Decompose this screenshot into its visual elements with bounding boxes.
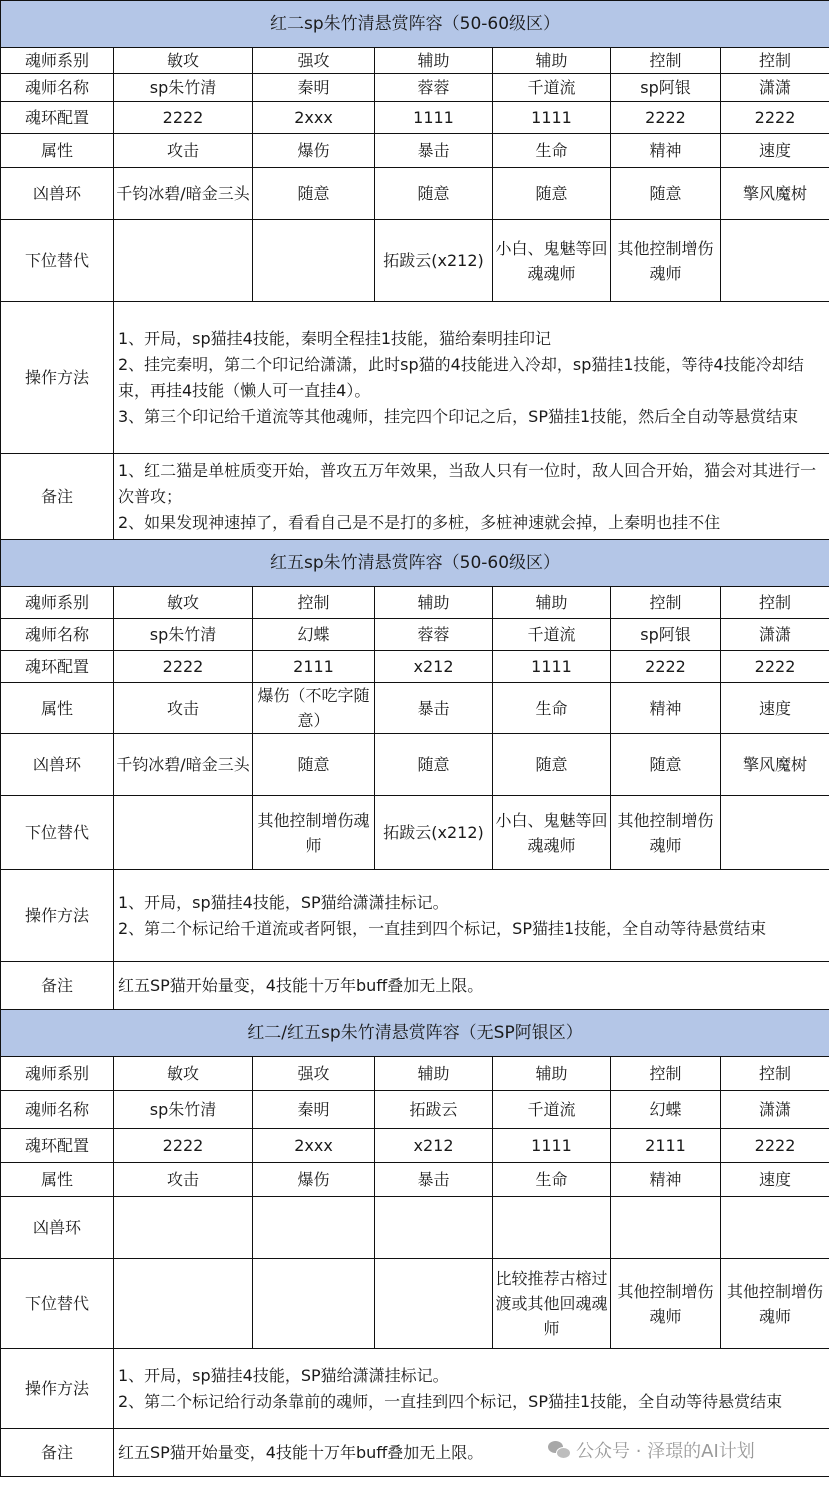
table-cell: 秦明 bbox=[253, 1091, 375, 1129]
table-cell: 千道流 bbox=[493, 1091, 611, 1129]
table-cell: 控制 bbox=[721, 48, 829, 74]
table-cell: 生命 bbox=[493, 683, 611, 734]
text-line: 2、如果发现神速掉了，看看自己是不是打的多桩，多桩神速就会掉，上秦明也挂不住 bbox=[118, 512, 721, 532]
table-cell: 2222 bbox=[611, 102, 721, 134]
row-label: 属性 bbox=[1, 1163, 114, 1197]
table-row bbox=[1, 1163, 829, 1197]
table-cell: 2222 bbox=[114, 651, 253, 683]
table-cell: 辅助 bbox=[375, 1057, 493, 1091]
table-cell: 潇潇 bbox=[721, 74, 829, 102]
table-cell bbox=[611, 1197, 721, 1259]
table-cell: 2222 bbox=[721, 651, 829, 683]
row-label: 凶兽环 bbox=[1, 734, 114, 796]
operation-row bbox=[1, 1349, 829, 1429]
table-cell: 其他控制增伤魂师 bbox=[253, 796, 375, 870]
operation-row bbox=[1, 302, 829, 454]
table-cell: 强攻 bbox=[253, 48, 375, 74]
table-cell: 其他控制增伤魂师 bbox=[611, 796, 721, 870]
table-row bbox=[1, 1129, 829, 1163]
table-cell: 千道流 bbox=[493, 619, 611, 651]
table-cell: 蓉蓉 bbox=[375, 619, 493, 651]
table-cell: 随意 bbox=[611, 168, 721, 220]
table-row bbox=[1, 1057, 829, 1091]
table-cell: 拓跋云 bbox=[375, 1091, 493, 1129]
section-title: 红二sp朱竹清悬赏阵容（50-60级区） bbox=[1, 1, 829, 48]
table-cell: 1111 bbox=[493, 651, 611, 683]
table-cell: 生命 bbox=[493, 1163, 611, 1197]
table-cell: 敏攻 bbox=[114, 587, 253, 619]
row-label: 下位替代 bbox=[1, 220, 114, 302]
table-cell: 攻击 bbox=[114, 134, 253, 168]
table-cell: 潇潇 bbox=[721, 619, 829, 651]
section-header-row bbox=[1, 540, 829, 587]
table-cell: 1111 bbox=[375, 102, 493, 134]
row-label: 魂师名称 bbox=[1, 1091, 114, 1129]
table-cell: 小白、鬼魅等回魂魂师 bbox=[493, 796, 611, 870]
table-row bbox=[1, 134, 829, 168]
wechat-icon bbox=[548, 1441, 570, 1459]
table-cell: 2222 bbox=[721, 102, 829, 134]
table-cell: 擎风魔树 bbox=[721, 168, 829, 220]
table-row bbox=[1, 683, 829, 734]
table-cell bbox=[375, 1197, 493, 1259]
notes-label: 备注 bbox=[1, 454, 114, 540]
table-cell: 敏攻 bbox=[114, 1057, 253, 1091]
table-cell: sp朱竹清 bbox=[114, 74, 253, 102]
table-cell: 辅助 bbox=[375, 48, 493, 74]
row-label: 下位替代 bbox=[1, 1259, 114, 1349]
table-cell: sp朱竹清 bbox=[114, 1091, 253, 1129]
table-cell: 潇潇 bbox=[721, 1091, 829, 1129]
operation-label: 操作方法 bbox=[1, 870, 114, 962]
table-cell: 生命 bbox=[493, 134, 611, 168]
table-cell bbox=[375, 1259, 493, 1349]
row-label: 属性 bbox=[1, 683, 114, 734]
table-row bbox=[1, 1091, 829, 1129]
table-cell: 攻击 bbox=[114, 683, 253, 734]
table-cell bbox=[721, 1197, 829, 1259]
table-cell: 控制 bbox=[611, 48, 721, 74]
table-cell: 2222 bbox=[114, 1129, 253, 1163]
table-cell: 速度 bbox=[721, 683, 829, 734]
table-cell bbox=[721, 220, 829, 302]
table-cell bbox=[114, 1197, 253, 1259]
table-cell: 随意 bbox=[611, 734, 721, 796]
table-cell: 随意 bbox=[493, 168, 611, 220]
table-cell: 其他控制增伤魂师 bbox=[611, 220, 721, 302]
table-row bbox=[1, 220, 829, 302]
table-cell: 2xxx bbox=[253, 102, 375, 134]
table-cell: 速度 bbox=[721, 134, 829, 168]
table-cell: 随意 bbox=[375, 734, 493, 796]
notes-label: 备注 bbox=[1, 1429, 114, 1477]
table-row bbox=[1, 796, 829, 870]
table-cell: 1111 bbox=[493, 1129, 611, 1163]
table-cell: 随意 bbox=[253, 734, 375, 796]
table-cell: 拓跋云(x212) bbox=[375, 220, 493, 302]
table-cell: 精神 bbox=[611, 134, 721, 168]
table-row bbox=[1, 1197, 829, 1259]
text-line: 1、开局，sp猫挂4技能，SP猫给潇潇挂标记。 bbox=[118, 1365, 449, 1385]
table-cell: 强攻 bbox=[253, 1057, 375, 1091]
table-cell: 爆伤 bbox=[253, 1163, 375, 1197]
row-label: 魂环配置 bbox=[1, 1129, 114, 1163]
table-cell: 比较推荐古榕过渡或其他回魂魂师 bbox=[493, 1259, 611, 1349]
table-cell: 2222 bbox=[721, 1129, 829, 1163]
text-line: 红五SP猫开始量变，4技能十万年buff叠加无上限。 bbox=[118, 1442, 484, 1462]
text-line: 1、开局，sp猫挂4技能，SP猫给潇潇挂标记。 bbox=[118, 892, 449, 912]
row-label: 魂环配置 bbox=[1, 651, 114, 683]
notes-row bbox=[1, 454, 829, 540]
operation-text bbox=[114, 870, 829, 962]
row-label: 凶兽环 bbox=[1, 168, 114, 220]
row-label: 属性 bbox=[1, 134, 114, 168]
table-cell: 控制 bbox=[611, 1057, 721, 1091]
table-row bbox=[1, 74, 829, 102]
watermark bbox=[548, 1437, 755, 1463]
table-cell: 速度 bbox=[721, 1163, 829, 1197]
table-row bbox=[1, 734, 829, 796]
table-cell bbox=[721, 796, 829, 870]
table-cell: 秦明 bbox=[253, 74, 375, 102]
row-label: 魂师系别 bbox=[1, 48, 114, 74]
table-cell: 辅助 bbox=[375, 587, 493, 619]
table-cell: 幻蝶 bbox=[611, 1091, 721, 1129]
text-line: 2、挂完秦明，第二个印记给潇潇，此时sp猫的4技能进入冷却，sp猫挂1技能，等待4技能冷却结束，再挂4技能（懒人可一直挂4）。 bbox=[118, 354, 804, 400]
table-cell: 千道流 bbox=[493, 74, 611, 102]
table-cell: 蓉蓉 bbox=[375, 74, 493, 102]
table-cell: 其他控制增伤魂师 bbox=[611, 1259, 721, 1349]
table-cell: 2xxx bbox=[253, 1129, 375, 1163]
operation-text bbox=[114, 1349, 829, 1429]
table-cell: 拓跋云(x212) bbox=[375, 796, 493, 870]
table-cell: 攻击 bbox=[114, 1163, 253, 1197]
table-cell: 暴击 bbox=[375, 1163, 493, 1197]
table-row bbox=[1, 619, 829, 651]
row-label: 魂师系别 bbox=[1, 1057, 114, 1091]
row-label: 凶兽环 bbox=[1, 1197, 114, 1259]
table-cell bbox=[493, 1197, 611, 1259]
table-row bbox=[1, 587, 829, 619]
table-cell: 辅助 bbox=[493, 587, 611, 619]
table-cell bbox=[253, 1259, 375, 1349]
section-title: 红五sp朱竹清悬赏阵容（50-60级区） bbox=[1, 540, 829, 587]
row-label: 下位替代 bbox=[1, 796, 114, 870]
table-cell: 小白、鬼魅等回魂魂师 bbox=[493, 220, 611, 302]
table-cell: 精神 bbox=[611, 1163, 721, 1197]
table-cell bbox=[114, 1259, 253, 1349]
table-row bbox=[1, 48, 829, 74]
row-label: 魂环配置 bbox=[1, 102, 114, 134]
text-line: 3、第三个印记给千道流等其他魂师，挂完四个印记之后，SP猫挂1技能，然后全自动等悬赏结束 bbox=[118, 406, 799, 426]
table-cell: 辅助 bbox=[493, 1057, 611, 1091]
table-row bbox=[1, 102, 829, 134]
table-cell: 控制 bbox=[721, 1057, 829, 1091]
operation-text bbox=[114, 302, 829, 454]
operation-row bbox=[1, 870, 829, 962]
table-cell: 爆伤 bbox=[253, 134, 375, 168]
table-cell: 幻蝶 bbox=[253, 619, 375, 651]
text-line: 红五SP猫开始量变，4技能十万年buff叠加无上限。 bbox=[118, 975, 484, 995]
watermark-text: 公众号 · 泽璟的AI计划 bbox=[576, 1441, 755, 1462]
table-cell: 千钧冰碧/暗金三头 bbox=[114, 168, 253, 220]
table-cell: 1111 bbox=[493, 102, 611, 134]
row-label: 魂师名称 bbox=[1, 74, 114, 102]
table-cell bbox=[114, 796, 253, 870]
operation-label: 操作方法 bbox=[1, 1349, 114, 1429]
table-cell: 精神 bbox=[611, 683, 721, 734]
text-line: 1、开局，sp猫挂4技能，秦明全程挂1技能，猫给秦明挂印记 bbox=[118, 328, 552, 348]
row-label: 魂师名称 bbox=[1, 619, 114, 651]
table-cell: 2111 bbox=[253, 651, 375, 683]
table-cell bbox=[114, 220, 253, 302]
table-cell bbox=[253, 1197, 375, 1259]
table-cell: 随意 bbox=[375, 168, 493, 220]
table-cell: x212 bbox=[375, 1129, 493, 1163]
section-title: 红二/红五sp朱竹清悬赏阵容（无SP阿银区） bbox=[1, 1010, 829, 1057]
section-header-row bbox=[1, 1, 829, 48]
notes-text bbox=[114, 962, 829, 1010]
table-cell: 其他控制增伤魂师 bbox=[721, 1259, 829, 1349]
operation-label: 操作方法 bbox=[1, 302, 114, 454]
table-cell: sp朱竹清 bbox=[114, 619, 253, 651]
table-cell: 爆伤（不吃字随意） bbox=[253, 683, 375, 734]
notes-label: 备注 bbox=[1, 962, 114, 1010]
table-cell: 2222 bbox=[114, 102, 253, 134]
table-cell: 敏攻 bbox=[114, 48, 253, 74]
table-cell: sp阿银 bbox=[611, 619, 721, 651]
table-cell: 擎风魔树 bbox=[721, 734, 829, 796]
section-header-row bbox=[1, 1010, 829, 1057]
table-cell: 2222 bbox=[611, 651, 721, 683]
table-row bbox=[1, 1259, 829, 1349]
table-cell: 2111 bbox=[611, 1129, 721, 1163]
row-label: 魂师系别 bbox=[1, 587, 114, 619]
text-line: 2、第二个标记给千道流或者阿银，一直挂到四个标记，SP猫挂1技能，全自动等待悬赏结束 bbox=[118, 918, 767, 938]
text-line: 2、第二个标记给行动条靠前的魂师，一直挂到四个标记，SP猫挂1技能，全自动等待悬赏结束 bbox=[118, 1391, 783, 1411]
table-cell: x212 bbox=[375, 651, 493, 683]
table-cell: 随意 bbox=[253, 168, 375, 220]
table-cell: 控制 bbox=[721, 587, 829, 619]
table-cell: 暴击 bbox=[375, 134, 493, 168]
table-row bbox=[1, 651, 829, 683]
text-line: 1、红二猫是单桩质变开始，普攻五万年效果，当敌人只有一位时，敌人回合开始，猫会对其进行一次普攻； bbox=[118, 460, 817, 506]
notes-text bbox=[114, 454, 829, 540]
table-cell: sp阿银 bbox=[611, 74, 721, 102]
table-cell: 控制 bbox=[611, 587, 721, 619]
table-cell bbox=[253, 220, 375, 302]
table-cell: 暴击 bbox=[375, 683, 493, 734]
table-cell: 千钧冰碧/暗金三头 bbox=[114, 734, 253, 796]
notes-row bbox=[1, 962, 829, 1010]
table-cell: 随意 bbox=[493, 734, 611, 796]
table-cell: 控制 bbox=[253, 587, 375, 619]
table-row bbox=[1, 168, 829, 220]
table-cell: 辅助 bbox=[493, 48, 611, 74]
